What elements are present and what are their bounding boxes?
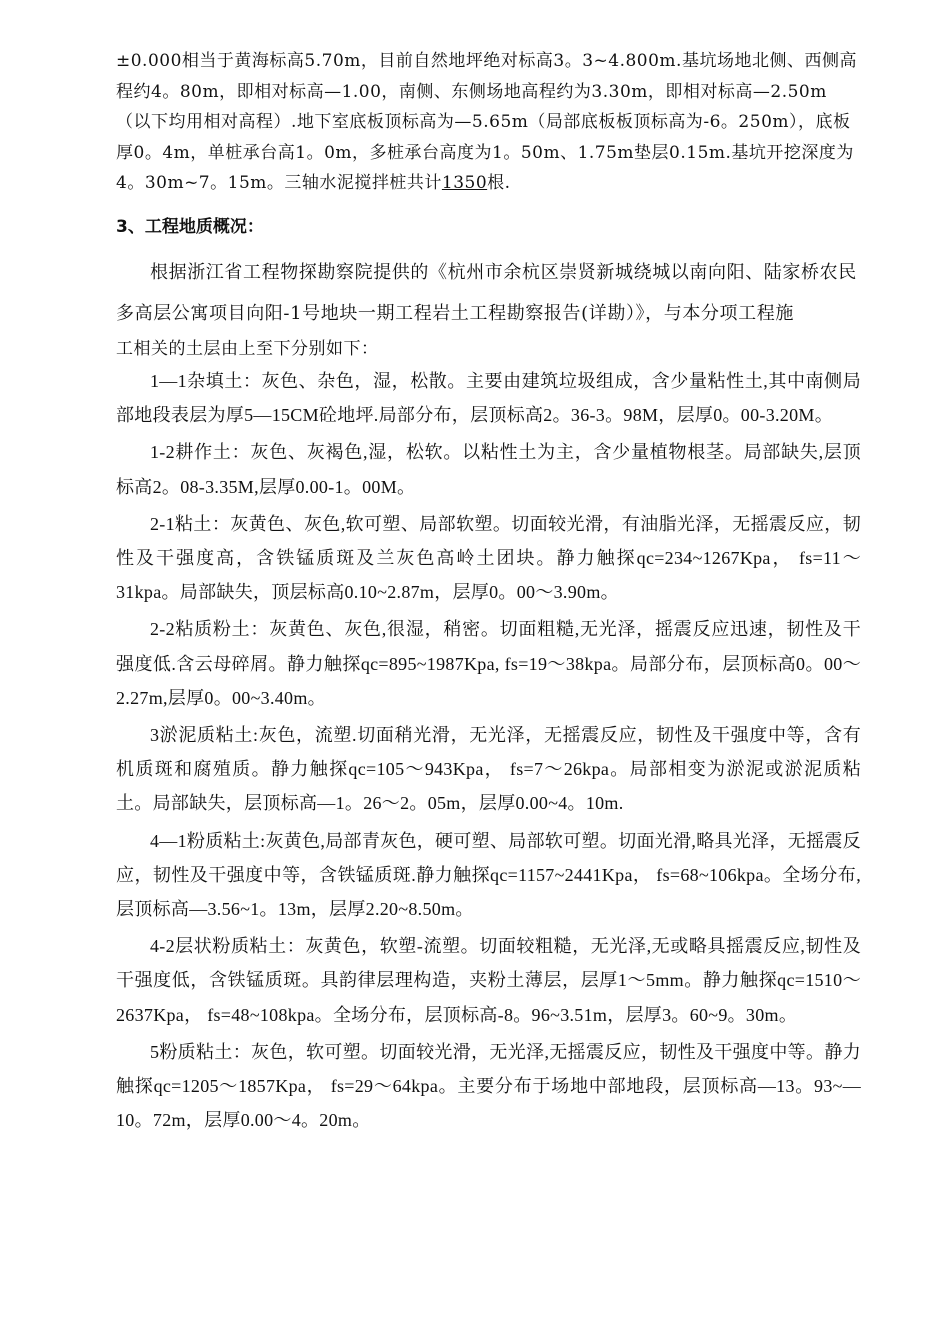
overview-text: ±0.000相当于黄海标高5.70m，目前自然地坪绝对标高3。3~4.800m.基坑场地北侧、西侧高程约4。80m，即相对标高—1.00，南侧、东侧场地高程约为3.30m，即相对标高—2.50m（以下均用相对高程）.地下室底板顶标高为—5.65m（局部底板板顶标高为-6。250m），底板厚0。4m，单桩承台高1。0m，多桩承台高度为1。50m、1.75m垫层0.15m.基坑开挖深度为4。30m~7。15m。三轴水泥搅拌桩共计 bbox=[116, 51, 857, 194]
soil-layer-1-2: 1-2耕作土：灰色、灰褐色,湿，松软。以粘性土为主，含少量植物根茎。局部缺失,层顶标高2。08-3.35M,层厚0.00-1。00M。 bbox=[116, 442, 861, 497]
intro-paragraph-tail: 工相关的土层由上至下分别如下： bbox=[116, 338, 379, 359]
soil-layer-2-1: 2-1粘土：灰黄色、灰色,软可塑、局部软塑。切面较光滑，有油脂光泽，无摇震反应，韧性及干强度高，含铁锰质斑及兰灰色高岭土团块。静力触探qc=234~1267Kpa， fs=11～31kpa。局部缺失，顶层标高0.10~2.87m，层厚0。00～3.90m。 bbox=[116, 513, 861, 603]
soil-layer-5: 5粉质粘土：灰色，软可塑。切面较光滑，无光泽,无摇震反应，韧性及干强度中等。静力触探qc=1205～1857Kpa， fs=29～64kpa。主要分布于场地中部地段，层顶标高—13。93~—10。72m，层厚0.00～4。20m。 bbox=[116, 1041, 861, 1131]
pile-count: 1350 bbox=[441, 173, 488, 194]
intro-paragraph: 根据浙江省工程物探勘察院提供的《杭州市余杭区崇贤新城绕城以南向阳、陆家桥农民多高层公寓项目向阳-1号地块一期工程岩土工程勘察报告(详勘）》，与本分项工程施 bbox=[116, 261, 857, 324]
soil-layer-4-2: 4-2层状粉质粘土：灰黄色，软塑-流塑。切面较粗糙，无光泽,无或略具摇震反应,韧性及干强度低，含铁锰质斑。具韵律层理构造，夹粉土薄层，层厚1～5mm。静力触探qc=1510～2637Kpa， fs=48~108kpa。全场分布，层顶标高-8。96~3.51m，层厚3。60~9。30m。 bbox=[116, 936, 861, 1025]
soil-layer-2-2: 2-2粘质粉土：灰黄色、灰色,很湿，稍密。切面粗糙,无光泽，摇震反应迅速，韧性及干强度低.含云母碎屑。静力触探qc=895~1987Kpa, fs=19～38kpa。局部分布，层顶标高0。00～2.27m,层厚0。00~3.40m。 bbox=[116, 619, 861, 708]
soil-layer-4-1: 4—1粉质粘土:灰黄色,局部青灰色，硬可塑、局部软可塑。切面光滑,略具光泽，无摇震反应，韧性及干强度中等，含铁锰质斑.静力触探qc=1157~2441Kpa， fs=68~106kpa。全场分布,层顶标高—3.56~1。13m，层厚2.20~8.50m。 bbox=[116, 830, 861, 920]
section-heading: 3、工程地质概况： bbox=[116, 216, 264, 237]
soil-layer-3: 3淤泥质粘土:灰色，流塑.切面稍光滑，无光泽，无摇震反应，韧性及干强度中等，含有机质斑和腐殖质。静力触探qc=105～943Kpa， fs=7～26kpa。局部相变为淤泥或淤泥质粘土。局部缺失，层顶标高—1。26～2。05m，层厚0.00~4。10m. bbox=[116, 725, 861, 814]
soil-layer-1-1: 1—1杂填土：灰色、杂色，湿，松散。主要由建筑垃圾组成，含少量粘性土,其中南侧局部地段表层为厚5—15CM砼地坪.局部分布，层顶标高2。36-3。98M，层厚0。00-3.20M。 bbox=[116, 370, 861, 426]
overview-tail: 根. bbox=[487, 173, 511, 194]
document-page bbox=[116, 46, 861, 1140]
project-overview-paragraph bbox=[116, 46, 861, 199]
